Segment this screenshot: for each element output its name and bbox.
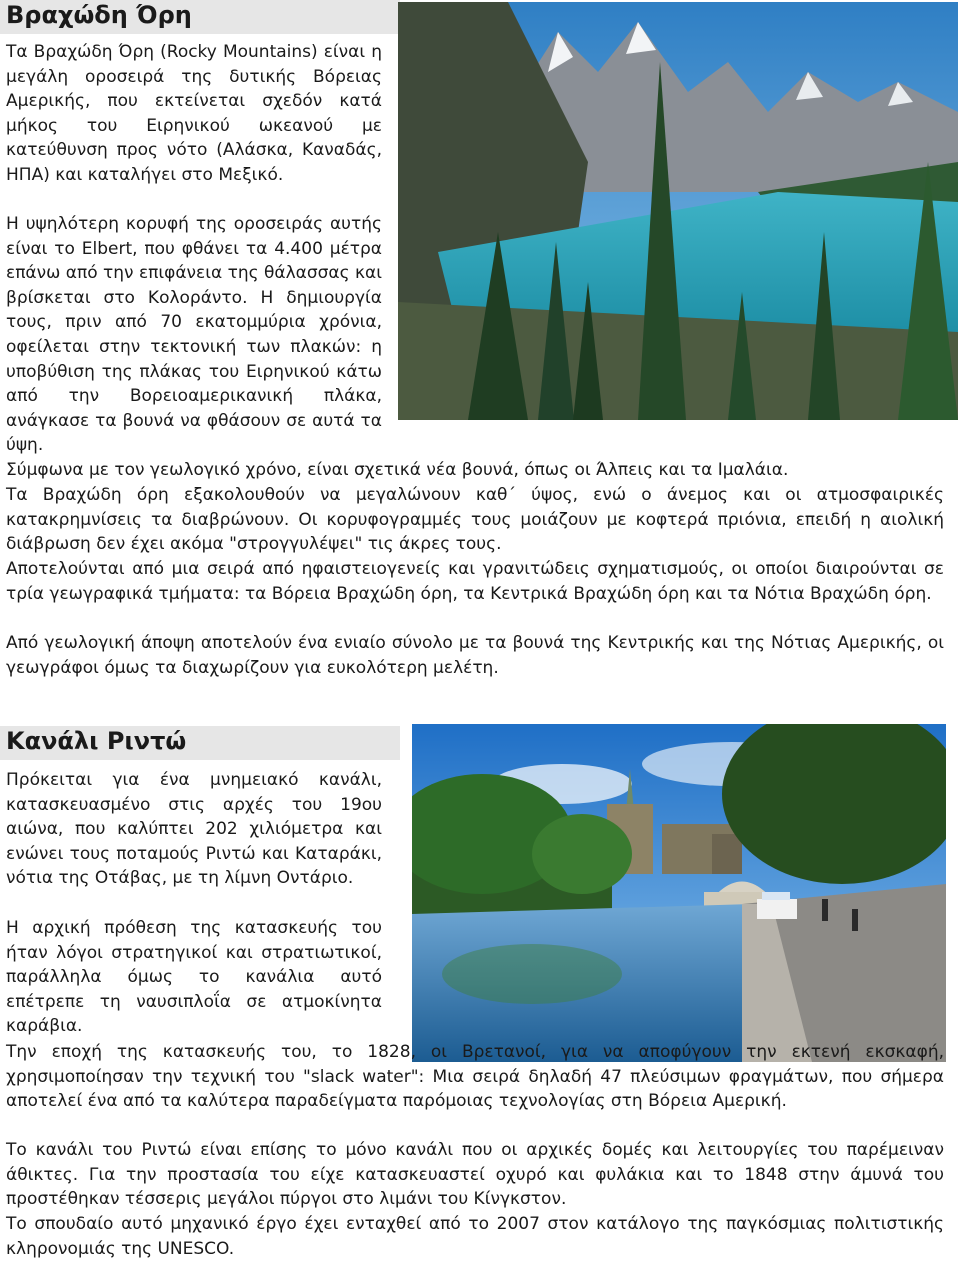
paragraph-text: Την εποχή της κατασκευής του, το 1828, οι Βρετανοί, για να αποφύγουν την εκτενή εκσκαφή, χρησιμοποίησαν την τεχνική του "slack water": Μια σειρά δηλαδή 47 πλεύσιμων φραγμάτων, που σήμερα αποτελεί ένα από τα καλύτερα παραδείγματα παρόμοιας τεχνολογίας στη Βόρεια Αμερική. [6, 1042, 944, 1112]
paragraph-text: Πρόκειται για ένα μνημειακό κανάλι, κατασκευασμένο στις αρχές του 19ου αιώνα, που καλύπτει 202 χιλιόμετρα και ενώνει τους ποταμούς Ριντώ και Καταράκι, νότια της Οτάβας, με τη λίμνη Οντάριο. [6, 770, 382, 889]
section1-paragraph [6, 458, 944, 483]
section1-paragraph [6, 557, 944, 606]
section-title-bar [0, 726, 400, 760]
section2-paragraph [6, 1040, 944, 1114]
section1-paragraph [6, 212, 382, 458]
mountain-lake-photo [398, 2, 958, 420]
section2-paragraph [6, 1212, 944, 1261]
paragraph-text: Η αρχική πρόθεση της κατασκευής του ήταν λόγοι στρατηγικοί και στρατιωτικοί, παράλληλα όμως το κανάλια αυτό επέτρεπε τη ναυσιπλοΐα σε ατμοκίνητα καράβια. [6, 918, 382, 1037]
section1-paragraph [6, 631, 944, 680]
paragraph-text: Η υψηλότερη κορυφή της οροσειράς αυτής είναι το Elbert, που φθάνει τα 4.400 μέτρα επάνω από την επιφάνεια της θάλασσας και βρίσκεται στο Κολοράντο. Η δημιουργία τους, πριν από 70 εκατομμύρια χρόνια, οφείλεται στην τεκτονική των πλακών: η υποβύθιση της πλάκας του Ειρηνικού κάτω από την Βορειοαμερικανική πλάκα, ανάγκασε τα βουνά να φθάσουν σε αυτά τα ύψη. [6, 214, 382, 456]
section1-paragraph [6, 40, 382, 188]
section2-paragraph [6, 768, 382, 891]
paragraph-text: Τα Βραχώδη όρη εξακολουθούν να μεγαλώνουν καθ΄ ύψος, ενώ ο άνεμος και οι ατμοσφαιρικές κατακρημνίσεις τα διαβρώνουν. Οι κορυφογραμμές τους μοιάζουν με κοφτερά πριόνια, επειδή η αιολική διάβρωση δεν έχει ακόμα "στρογγυλέψει" τις άκρες τους. [6, 485, 944, 555]
canal-photo [412, 724, 946, 1062]
paragraph-text: Το σπουδαίο αυτό μηχανικό έργο έχει ενταχθεί από το 2007 στον κατάλογο της παγκόσμιας πολιτιστικής κληρονομιάς της UNESCO. [6, 1214, 944, 1259]
paragraph-text: Το κανάλι του Ριντώ είναι επίσης το μόνο κανάλι που οι αρχικές δομές και λειτουργίες του παρέμειναν άθικτες. Για την προστασία του είχε κατασκευαστεί οχυρό και φυλάκια και το 1848 στην άμυνά του προστέθηκαν τέσσερις μεγάλοι πύργοι στο λιμάνι του Κίνγκστον. [6, 1140, 944, 1210]
section-title-bar [0, 0, 400, 34]
section2-paragraph [6, 1138, 944, 1212]
section1-paragraph [6, 483, 944, 557]
section-title: Βραχώδη Όρη [6, 1, 192, 29]
paragraph-text: Αποτελούνται από μια σειρά από ηφαιστειογενείς και γρανιτώδεις σχηματισμούς, οι οποίοι διαιρούνται σε τρία γεωγραφικά τμήματα: τα Βόρεια Βραχώδη όρη, τα Κεντρικά Βραχώδη όρη και τα Νότια Βραχώδη όρη. [6, 559, 944, 604]
paragraph-text: Τα Βραχώδη Όρη (Rocky Mountains) είναι η μεγάλη οροσειρά της δυτικής Βόρειας Αμερικής, που εκτείνεται σχεδόν κατά μήκος του Ειρηνικού ωκεανού με κατεύθυνση προς νότο (Αλάσκα, Καναδάς, ΗΠΑ) και καταλήγει στο Μεξικό. [6, 42, 382, 185]
section-title: Κανάλι Ριντώ [6, 727, 187, 755]
paragraph-text: Από γεωλογική άποψη αποτελούν ένα ενιαίο σύνολο με τα βουνά της Κεντρικής και της Νότιας Αμερικής, οι γεωγράφοι όμως τα διαχωρίζουν για ευκολότερη μελέτη. [6, 633, 944, 678]
paragraph-text: Σύμφωνα με τον γεωλογικό χρόνο, είναι σχετικά νέα βουνά, όπως οι Άλπεις και τα Ιμαλάια. [6, 460, 789, 480]
section2-paragraph [6, 916, 382, 1039]
